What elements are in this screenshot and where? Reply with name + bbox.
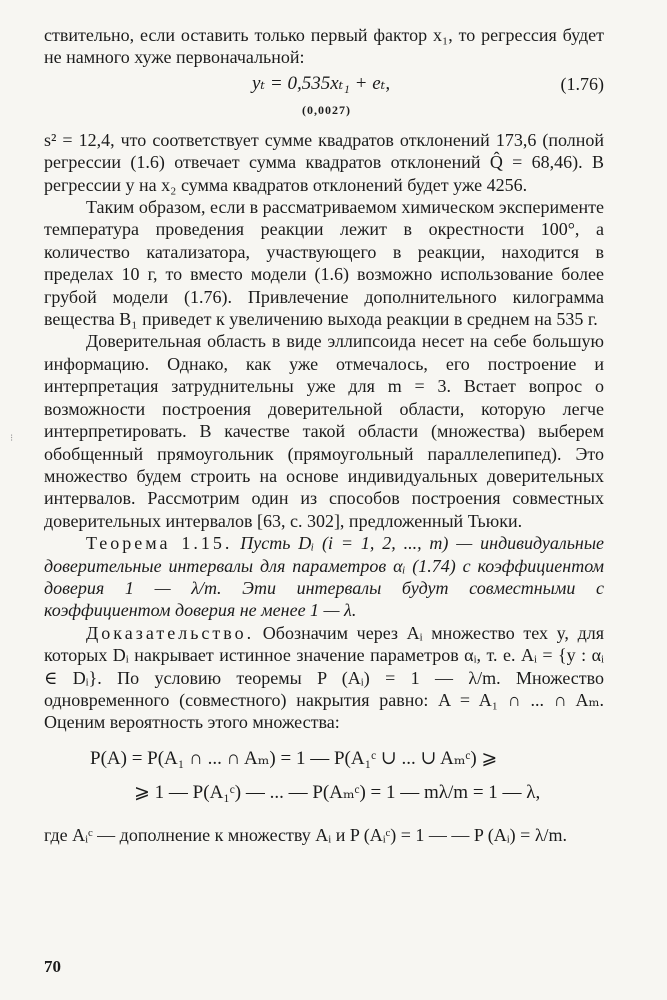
proof-text: Обозначим через Aᵢ множество тех y, для которых Dᵢ накрывает истинное значение параметров αᵢ, т. е. Aᵢ = {y : αᵢ ∈ Dᵢ}. По условию теоремы P (Aᵢ) = 1 — λ/m. Множество одновременного (совместного) накрытия равно: A = A₁ ∩ ... ∩ Aₘ. Оценим вероятность этого множества: <box>44 622 604 733</box>
paragraph-conclusion: Таким образом, если в рассматриваемом химическом эксперименте температура проведения реакции лежит в окрестности 100°, а количество катализатора, участвующего в реакции, находится в пределах 10 г, то вместо модели (1.6) возможно использование более грубой модели (1.76). Привлечение дополнительного килограмма вещества B₁ приведет к увеличению выхода реакции в среднем на 535 г. <box>44 197 604 330</box>
equation-1-76 <box>44 69 604 129</box>
equation-expression: yₜ = 0,535xₜ₁ + eₜ, <box>252 72 391 94</box>
theorem-label: Теорема 1.15. <box>86 533 233 554</box>
paragraph-residuals: s² = 12,4, что соответствует сумме квадратов отклонений 173,6 (полной регрессии (1.6) отвечает сумма квадратов отклонений Q̂ = 68,46). В регрессии y на x₂ сумма квадратов отклонений будет уже 4256. <box>44 129 604 195</box>
page-body <box>44 24 604 846</box>
formula-line-2: ⩾ 1 — P(A₁ᶜ) — ... — P(Aₘᶜ) = 1 — mλ/m = 1 — λ, <box>134 781 541 803</box>
equation-std-error: (0,0027) <box>302 102 351 117</box>
theorem-1-15 <box>44 532 604 622</box>
page-number: 70 <box>44 957 61 976</box>
formula-line-1: P(A) = P(A₁ ∩ ... ∩ Aₘ) = 1 — P(A₁ᶜ ∪ ... ∪ Aₘᶜ) ⩾ <box>90 747 498 769</box>
paragraph-complement: где Aᵢᶜ — дополнение к множеству Aᵢ и P (Aᵢᶜ) = 1 — — P (Aᵢ) = λ/m. <box>44 824 568 845</box>
theorem-text: Пусть Dᵢ (i = 1, 2, ..., m) — индивидуальные доверительные интервалы для параметров αᵢ (1.74) с коэффициентом доверия 1 — λ/m. Эти интервалы будут совместными с коэффициентом доверия не менее 1 — λ. <box>44 533 604 621</box>
probability-formula <box>44 748 604 812</box>
paragraph-confidence-region: Доверительная область в виде эллипсоида несет на себе большую информацию. Однако, как уже отмечалось, его построение и интерпретация затруднительны уже для m = 3. Встает вопрос о возможности построения доверительной области, которую легче интерпретировать. В качестве такой области (множества) выберем обобщенный прямоугольник (прямоугольный параллелепипед). Это множество будем строить на основе индивидуальных доверительных интервалов. Рассмотрим один из способов построения совместных доверительных интервалов [63, с. 302], предложенный Тьюки. <box>44 331 604 531</box>
equation-number: (1.76) <box>560 73 604 94</box>
proof-label: Доказательство. <box>86 622 255 643</box>
paragraph-intro: ствительно, если оставить только первый фактор x₁, то регрессия будет не намного хуже первоначальной: <box>44 25 604 68</box>
proof <box>44 622 604 734</box>
margin-mark: ⁝ <box>10 433 14 444</box>
